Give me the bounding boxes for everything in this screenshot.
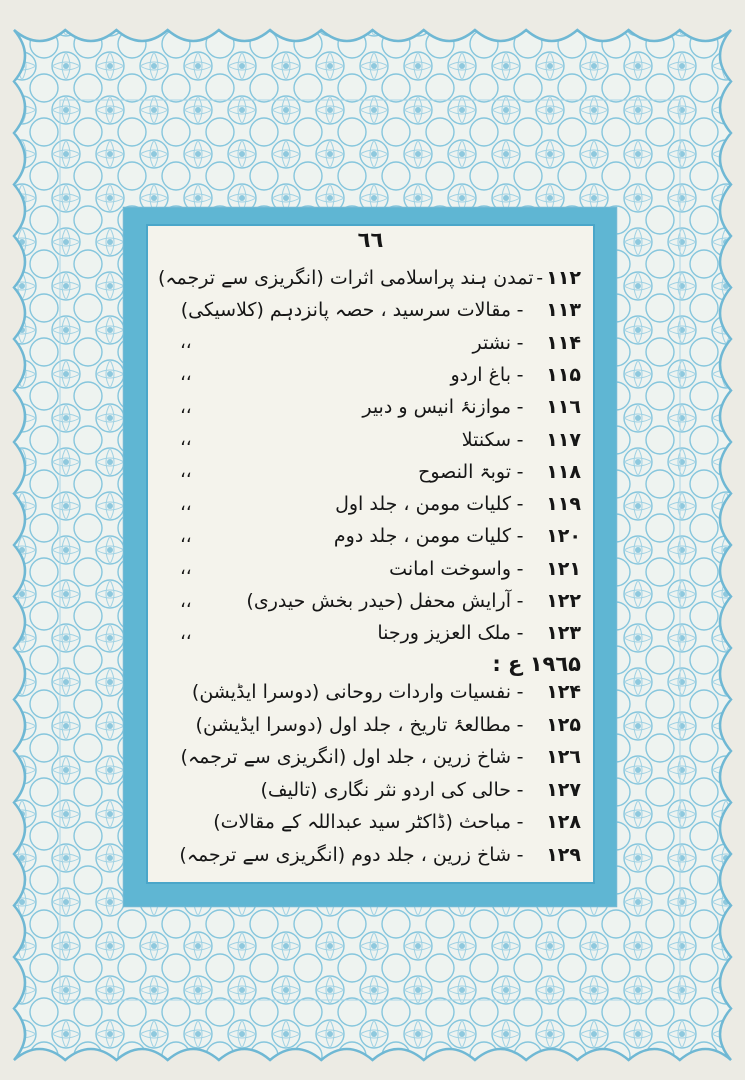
entry-dash: - <box>516 778 524 801</box>
list-item <box>158 456 581 488</box>
list-item <box>158 488 581 520</box>
entry-number: ١٢٣ <box>546 622 581 645</box>
entry-number: ١١٢ <box>546 267 581 289</box>
entry-number: ١٢٨ <box>546 811 581 833</box>
list-item <box>158 585 581 617</box>
entry-number: ١١٩ <box>546 493 581 516</box>
entry-number: ١٢١ <box>546 557 581 580</box>
entry-dash: - <box>516 525 524 548</box>
entry-dash: - <box>516 363 524 386</box>
entry-dash: - <box>516 460 524 483</box>
list-item <box>158 676 581 708</box>
list-item <box>158 391 581 423</box>
page-number: ٦٦ <box>357 228 384 252</box>
ditto-mark: ،، <box>180 429 192 450</box>
entry-dash: - <box>516 622 524 645</box>
entry-title: سکنتلا <box>461 428 511 451</box>
entry-title: نشتر <box>472 331 511 354</box>
entry-title: حالی کی اردو نثر نگاری (تالیف) <box>260 778 511 801</box>
entry-title: مطالعۂ تاریخ ، جلد اول (دوسرا ایڈیشن) <box>195 713 511 736</box>
entry-number: ١٢٧ <box>546 778 581 801</box>
entry-title: ملک العزیز ورجنا <box>377 622 511 645</box>
entry-number: ١١٦ <box>546 396 581 419</box>
entry-dash: - <box>516 493 524 516</box>
entry-number: ١٢٢ <box>546 590 581 612</box>
entry-number: ١١۵ <box>546 363 581 386</box>
entry-dash: - <box>516 811 524 833</box>
entry-title: واسوخت امانت <box>389 557 511 580</box>
entry-title: شاخ زرین ، جلد دوم (انگریزی سے ترجمہ) <box>179 843 511 866</box>
entry-title: تمدن ہند پراسلامی اثرات (انگریزی سے ترجمہ) <box>158 267 534 289</box>
entry-number: ١٢٠ <box>546 525 581 548</box>
entry-dash: - <box>516 428 524 451</box>
entry-dash: - <box>516 681 524 703</box>
list-item <box>158 774 581 806</box>
list-item <box>158 741 581 773</box>
list-item <box>158 327 581 359</box>
list-item <box>158 709 581 741</box>
entry-title: باغ اردو <box>450 363 511 386</box>
entry-number: ١١٣ <box>546 299 581 322</box>
entry-dash: - <box>516 590 524 612</box>
ditto-mark: ،، <box>180 558 192 580</box>
list-item <box>158 520 581 552</box>
entry-number: ١١٨ <box>546 460 581 483</box>
list-item <box>158 294 581 326</box>
entry-title: کلیات مومن ، جلد دوم <box>333 525 511 548</box>
ditto-mark: ،، <box>180 525 192 547</box>
entry-dash: - <box>516 396 524 419</box>
ditto-mark: ،، <box>180 396 192 418</box>
entry-dash: - <box>516 746 524 768</box>
entry-title: توبۃ النصوح <box>418 460 511 483</box>
list-item <box>158 839 581 871</box>
entry-number: ١٢٦ <box>546 746 581 768</box>
entry-dash: - <box>516 713 524 736</box>
entry-title: مقالات سرسید ، حصہ پانزدہم (کلاسیکی) <box>180 299 511 322</box>
entry-number: ١١۴ <box>546 331 581 354</box>
ditto-mark: ،، <box>180 332 192 354</box>
entry-title: نفسیات واردات روحانی (دوسرا ایڈیشن) <box>191 681 511 703</box>
entry-number: ١٢۴ <box>546 681 581 703</box>
ditto-mark: ،، <box>180 590 192 612</box>
ditto-mark: ،، <box>180 461 192 483</box>
entry-title: شاخ زرین ، جلد اول (انگریزی سے ترجمہ) <box>180 746 511 768</box>
year-heading: ١٩٦۵ ع : <box>492 652 581 676</box>
entry-title: کلیات مومن ، جلد اول <box>335 493 511 516</box>
list-item <box>158 806 581 838</box>
entry-number: ١٢٩ <box>546 843 581 866</box>
entry-dash: - <box>516 843 524 866</box>
entry-title: مباحث (ڈاکٹر سید عبداللہ کے مقالات) <box>213 811 511 833</box>
ditto-mark: ،، <box>180 622 192 644</box>
list-item <box>158 553 581 585</box>
list-item <box>158 359 581 391</box>
entry-title: آرایش محفل (حیدر بخش حیدری) <box>246 590 511 612</box>
entry-number: ١١٧ <box>546 428 581 451</box>
entry-number: ١٢۵ <box>546 713 581 736</box>
ditto-mark: ،، <box>180 364 192 386</box>
ditto-mark: ،، <box>180 493 192 515</box>
list-item <box>158 262 581 294</box>
entry-dash: - <box>516 331 524 354</box>
list-item <box>158 617 581 649</box>
entry-title: موازنۂ انیس و دبیر <box>362 396 511 419</box>
publication-list <box>146 224 595 884</box>
entry-dash: - <box>516 557 524 580</box>
entry-dash: - <box>536 267 544 289</box>
entry-dash: - <box>516 299 524 322</box>
list-item <box>158 424 581 456</box>
